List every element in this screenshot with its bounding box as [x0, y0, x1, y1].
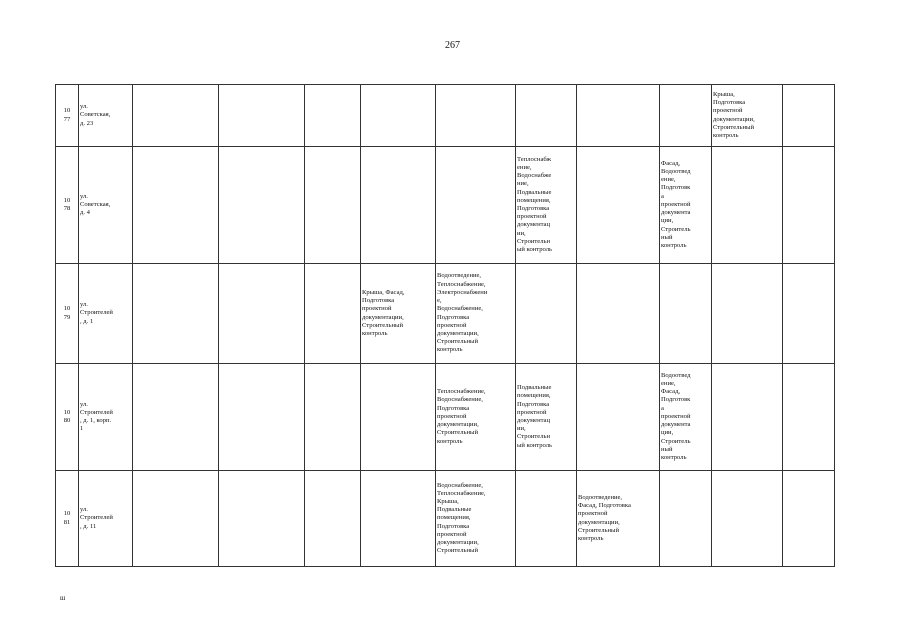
table-row [56, 264, 835, 364]
table-cell [712, 147, 783, 264]
table-cell [783, 147, 835, 264]
row-number: 10 80 [56, 364, 79, 471]
table-cell [660, 471, 712, 567]
table-cell [712, 471, 783, 567]
table-cell [361, 364, 436, 471]
row-number: 10 79 [56, 264, 79, 364]
table-cell [660, 85, 712, 147]
table-cell: Фасад, Водоотвед ение, Подготовк а проектной документа ции, Строитель ный контроль [660, 147, 712, 264]
table-cell [783, 85, 835, 147]
table-cell [219, 264, 305, 364]
row-number: 10 77 [56, 85, 79, 147]
table-cell [305, 471, 361, 567]
table-row [56, 471, 835, 567]
table-cell [219, 147, 305, 264]
table-cell [516, 264, 577, 364]
table-cell [660, 264, 712, 364]
address-cell: ул. Строителей , д. 1, корп. 1 [79, 364, 133, 471]
table-cell [133, 364, 219, 471]
repair-schedule-table [55, 84, 835, 567]
table-cell [516, 471, 577, 567]
table-cell: Крыша, Подготовка проектной документации, Строительный контроль [712, 85, 783, 147]
table-cell [133, 85, 219, 147]
table-cell [361, 85, 436, 147]
table-cell [305, 147, 361, 264]
table-row [56, 147, 835, 264]
row-number: 10 78 [56, 147, 79, 264]
table-cell [361, 471, 436, 567]
table-cell [305, 364, 361, 471]
table-cell: Крыша, Фасад, Подготовка проектной документации, Строительный контроль [361, 264, 436, 364]
table-cell: Водоотведение, Теплоснабжение, Электроснабжени е, Водоснабжение, Подготовка проектной документации, Строительный контроль [436, 264, 516, 364]
table-cell [577, 264, 660, 364]
table-cell: Водоснабжение, Теплоснабжение, Крыша, Подвальные помещения, Подготовка проектной документации, Строительный [436, 471, 516, 567]
table-cell [219, 364, 305, 471]
table-cell: Подвальные помещения, Подготовка проектной документац ии, Строительн ый контроль [516, 364, 577, 471]
table-cell [577, 364, 660, 471]
table-row [56, 364, 835, 471]
table-cell [436, 147, 516, 264]
table-cell [783, 364, 835, 471]
footer-mark: ш [60, 594, 66, 602]
table-cell [361, 147, 436, 264]
table-cell: Водоотвед ение, Фасад, Подготовк а проектной документа ции, Строитель ный контроль [660, 364, 712, 471]
address-cell: ул. Советская, д. 4 [79, 147, 133, 264]
table-cell [436, 85, 516, 147]
table-cell [712, 364, 783, 471]
table-cell [133, 264, 219, 364]
table-cell [783, 264, 835, 364]
address-cell: ул. Строителей , д. 1 [79, 264, 133, 364]
table-cell [133, 147, 219, 264]
table-cell: Теплоснабжение, Водоснабжение, Подготовка проектной документации, Строительный контроль [436, 364, 516, 471]
table-cell: Водоотведение, Фасад, Подготовка проектной документации, Строительный контроль [577, 471, 660, 567]
table-cell [783, 471, 835, 567]
address-cell: ул. Строителей , д. 11 [79, 471, 133, 567]
address-cell: ул. Советская, д. 23 [79, 85, 133, 147]
table-cell [219, 471, 305, 567]
table-cell [516, 85, 577, 147]
table-cell [577, 85, 660, 147]
table-cell [712, 264, 783, 364]
table-cell [133, 471, 219, 567]
table-cell [305, 85, 361, 147]
table-cell: Теплоснабж ение, Водоснабже ние, Подвальные помещения, Подготовка проектной документац ии, Строительн ый контроль [516, 147, 577, 264]
table-cell [577, 147, 660, 264]
table-cell [219, 85, 305, 147]
table-row [56, 85, 835, 147]
table-cell [305, 264, 361, 364]
row-number: 10 81 [56, 471, 79, 567]
page-number: 267 [445, 40, 460, 51]
